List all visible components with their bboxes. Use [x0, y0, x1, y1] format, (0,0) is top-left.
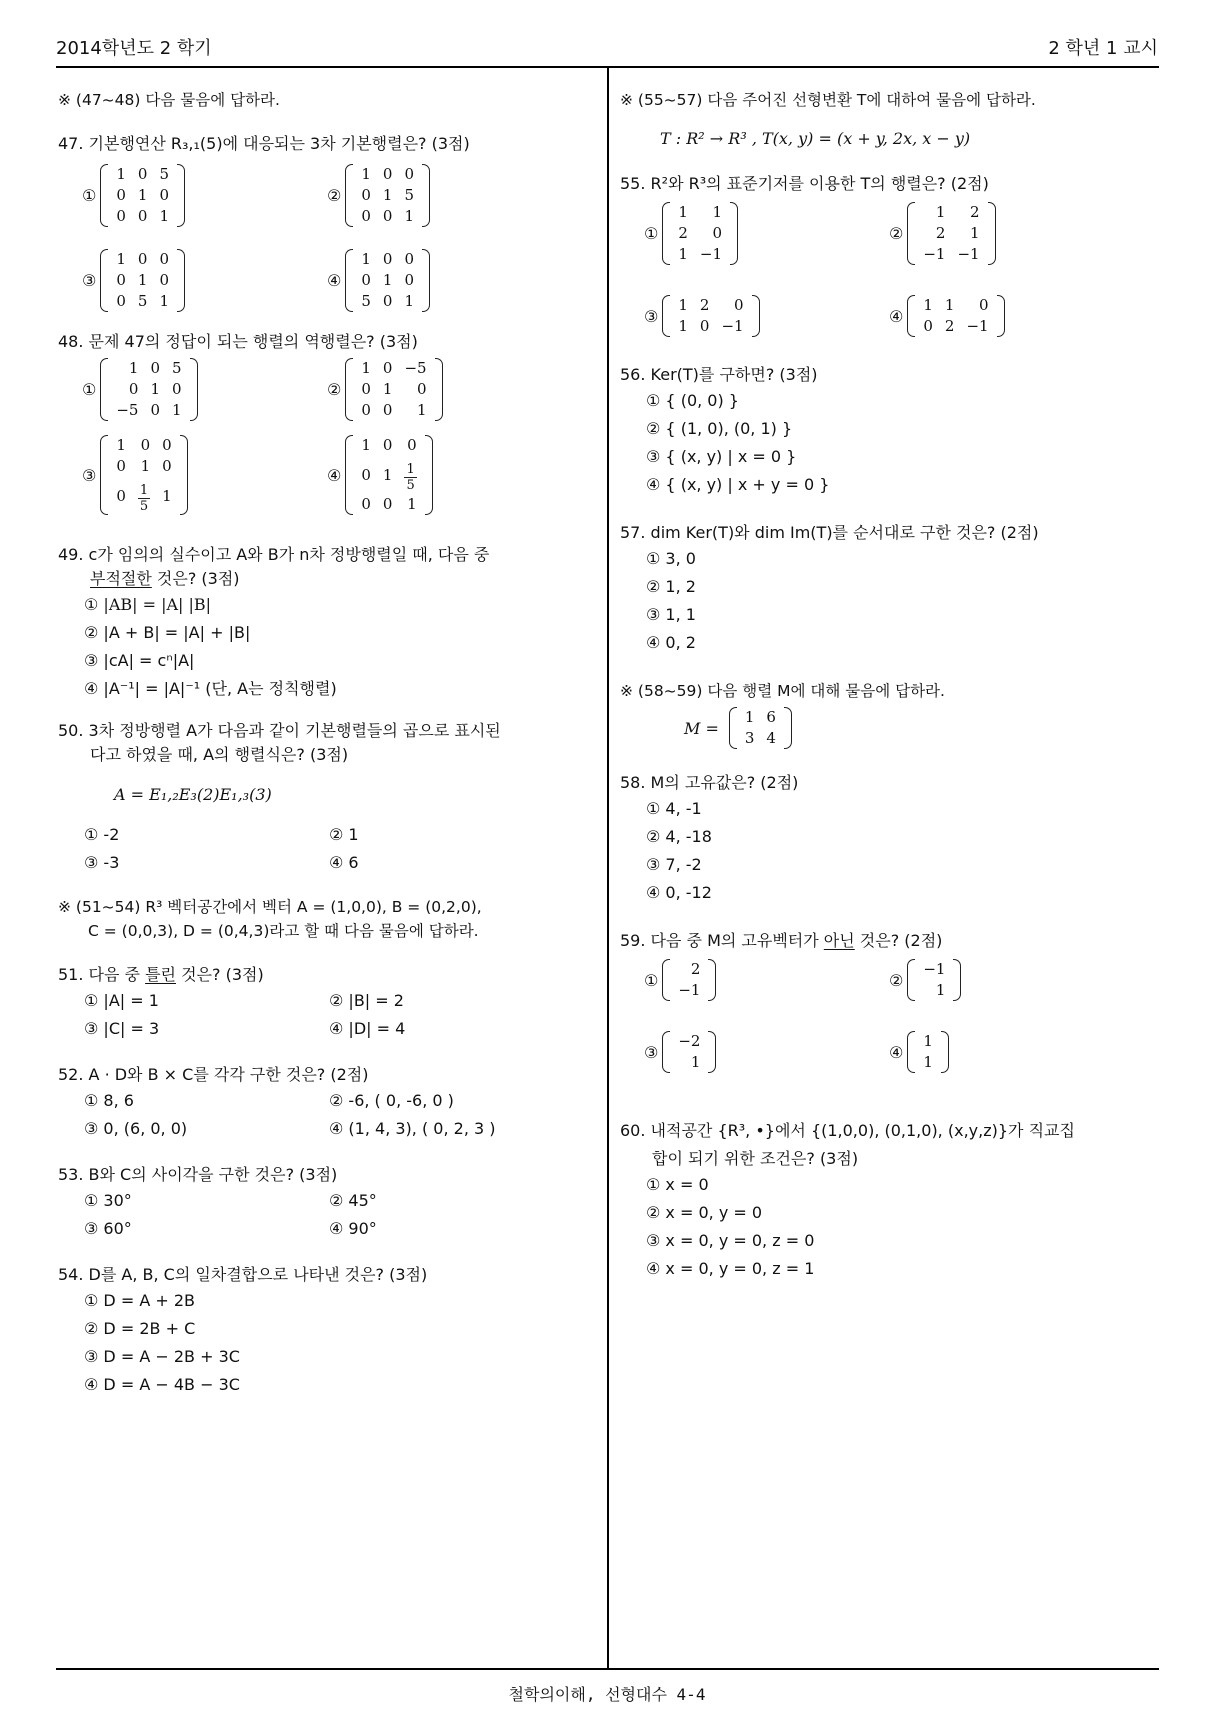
right-bracket: [180, 435, 188, 515]
matrix-entry: 1: [944, 296, 955, 314]
option[interactable]: ② 1: [329, 825, 359, 844]
question-51-title: [58, 963, 598, 987]
option[interactable]: ① |A| = 1: [84, 991, 159, 1010]
matrix-entry: 0: [159, 271, 169, 289]
matrix-entry: −5: [404, 359, 427, 377]
left-bracket: [100, 358, 108, 421]
left-bracket: [907, 202, 915, 265]
option[interactable]: ① { (0, 0) }: [646, 391, 739, 410]
option[interactable]: [82, 164, 327, 227]
option[interactable]: ④ 0, -12: [646, 883, 712, 902]
matrix-entry: 1: [744, 708, 755, 726]
instruction-51-54-line1: ※ (51~54) R³ 벡터공간에서 벡터 A = (1,0,0), B = (0,2,0),: [58, 898, 482, 916]
left-column: [58, 78, 598, 1399]
option[interactable]: ① 3, 0: [646, 549, 696, 568]
option-number: ④: [327, 271, 342, 290]
matrix-entry: 4: [766, 729, 776, 747]
option-number: ①: [82, 186, 97, 205]
question-52-title: 52. A · D와 B × C를 각각 구한 것은? (2점): [58, 1065, 369, 1084]
option[interactable]: ④ |D| = 4: [329, 1019, 406, 1038]
matrix-entry: 1: [137, 186, 148, 204]
question-51-title-post: 것은? (3점): [176, 965, 264, 984]
left-bracket: [662, 1031, 670, 1073]
matrix-entry: 1: [361, 165, 371, 183]
matrix-entry: 0: [699, 317, 710, 335]
matrix: [100, 358, 197, 421]
matrix: [345, 164, 430, 227]
transformation-formula: T : R² → R³ , T(x, y) = (x + y, 2x, x − y): [660, 129, 971, 148]
question-55: [620, 172, 1160, 337]
matrix-entry: 0: [116, 292, 126, 310]
matrix-entry: 1: [361, 250, 371, 268]
question-47-options: [58, 164, 598, 312]
matrix-entry: 0: [382, 250, 393, 268]
matrix-entry: 1: [923, 296, 933, 314]
left-bracket: [907, 295, 915, 337]
question-50-formula: A = E₁,₂E₃(2)E₁,₃(3): [114, 785, 272, 804]
question-59: [620, 929, 1160, 1073]
matrix: [662, 295, 759, 337]
option[interactable]: ③ { (x, y) | x = 0 }: [646, 447, 797, 466]
matrix-entry: 1: [678, 296, 688, 314]
matrix-M-label: M =: [684, 718, 719, 738]
matrix-entry: 0: [361, 465, 371, 484]
question-48-title: 48. 문제 47의 정답이 되는 행렬의 역행렬은? (3점): [58, 332, 418, 351]
option[interactable]: ④ x = 0, y = 0, z = 1: [646, 1259, 815, 1278]
matrix-entry: −1: [923, 245, 946, 263]
matrix: [100, 164, 185, 227]
matrix-entry: 2: [678, 224, 688, 242]
matrix-entry: 1: [404, 207, 414, 225]
matrix-entry: 0: [116, 186, 126, 204]
matrix-entry: 0: [979, 296, 989, 314]
matrix-entry: 1: [382, 380, 393, 398]
matrix-entry: 1: [116, 165, 126, 183]
option[interactable]: ④ |A⁻¹| = |A|⁻¹ (단, A는 정칙행렬): [84, 679, 337, 698]
option[interactable]: ② { (1, 0), (0, 1) }: [646, 419, 793, 438]
matrix-entry: 0: [150, 359, 161, 377]
option[interactable]: ③ -3: [84, 853, 120, 872]
option[interactable]: ③ 1, 1: [646, 605, 696, 624]
option[interactable]: ② 45°: [329, 1191, 377, 1210]
matrix-entry: 0: [382, 165, 393, 183]
right-bracket: [752, 295, 760, 337]
matrix-entry: 0: [137, 207, 148, 225]
matrix: [907, 295, 1004, 337]
left-bracket: [345, 249, 353, 312]
right-bracket: [730, 202, 738, 265]
matrix-entry: 0: [407, 436, 417, 454]
question-56: [620, 363, 1160, 499]
question-59-title-post: 것은? (2점): [854, 931, 943, 950]
matrix-entry: 0: [116, 486, 126, 505]
left-bracket: [907, 959, 915, 1001]
left-bracket: [662, 959, 670, 1001]
option-number: ②: [889, 970, 904, 990]
matrix-entry: 1: [935, 981, 946, 999]
option[interactable]: [644, 202, 889, 265]
option[interactable]: ② 1, 2: [646, 577, 696, 596]
question-53: [58, 1163, 598, 1243]
option-number: ③: [82, 465, 97, 485]
option[interactable]: ④ 6: [329, 853, 359, 872]
question-47-title: 47. 기본행연산 R₃,₁(5)에 대응되는 3차 기본행렬은? (3점): [58, 134, 470, 153]
option-number: ②: [327, 186, 342, 205]
matrix-entry: 0: [361, 271, 371, 289]
question-49-title-line1: 49. c가 임의의 실수이고 A와 B가 n차 정방행렬일 때, 다음 중: [58, 545, 490, 564]
question-51-title-pre: 51. 다음 중: [58, 965, 146, 984]
left-bracket: [100, 435, 108, 515]
matrix-entry: −1: [699, 245, 723, 263]
matrix-entry: 1: [407, 495, 417, 513]
matrix-entry: 0: [140, 436, 151, 454]
matrix-entry: 6: [766, 708, 776, 726]
option-number: ③: [82, 271, 97, 290]
matrix-entry: 1: [361, 359, 371, 377]
right-column: [620, 78, 1160, 1283]
left-bracket: [100, 249, 108, 312]
left-bracket: [662, 295, 670, 337]
header-grade-period: 2 학년 1 교시: [1048, 38, 1158, 59]
right-bracket: [422, 249, 430, 312]
matrix-entry: 0: [382, 207, 393, 225]
option[interactable]: ① |AB| = |A| |B|: [84, 595, 212, 614]
matrix-entry: 1: [712, 203, 723, 221]
option[interactable]: ① D = A + 2B: [84, 1291, 196, 1310]
matrix-entry: 1: [116, 436, 126, 454]
option-number: ②: [889, 224, 904, 243]
matrix: [729, 707, 792, 749]
matrix-entry: 1: [690, 1053, 701, 1071]
matrix-entry: −1: [721, 317, 744, 335]
option[interactable]: [82, 249, 327, 312]
matrix-entry: −1: [923, 960, 946, 978]
matrix-entry: 0: [923, 317, 933, 335]
matrix-entry: 0: [734, 296, 744, 314]
option[interactable]: ① 8, 6: [84, 1091, 134, 1110]
matrix: [907, 959, 961, 1001]
right-bracket: [435, 358, 443, 421]
right-bracket: [708, 1031, 716, 1073]
right-bracket: [425, 435, 433, 515]
option[interactable]: ④ 0, 2: [646, 633, 696, 652]
matrix-entry: 0: [116, 207, 126, 225]
footer-rule: [56, 1668, 1159, 1670]
question-49-title-line2: [58, 567, 598, 591]
question-56-title: 56. Ker(T)를 구하면? (3점): [620, 365, 818, 384]
matrix-entry: −5: [116, 401, 139, 419]
matrix-entry: $\frac{1}{5}$: [406, 461, 415, 493]
option[interactable]: [644, 1031, 889, 1073]
option[interactable]: ① x = 0: [646, 1175, 709, 1194]
matrix-entry: 2: [699, 296, 710, 314]
matrix-entry: 0: [159, 186, 169, 204]
question-57-title: 57. dim Ker(T)와 dim Im(T)를 순서대로 구한 것은? (2점): [620, 523, 1039, 542]
matrix-entry: 1: [935, 203, 946, 221]
option[interactable]: ② -6, ( 0, -6, 0 ): [329, 1091, 454, 1110]
left-bracket: [345, 164, 353, 227]
option[interactable]: ④ D = A − 4B − 3C: [84, 1375, 240, 1394]
matrix-entry: 0: [137, 165, 148, 183]
option[interactable]: ③ |cA| = cⁿ|A|: [84, 651, 195, 670]
matrix-entry: 0: [159, 250, 169, 268]
matrix-entry: 0: [162, 457, 172, 475]
option[interactable]: [644, 959, 889, 1001]
header-term: 2014학년도 2 학기: [56, 38, 212, 59]
matrix-entry: 1: [404, 292, 414, 310]
matrix: [662, 1031, 716, 1073]
underline-not: 아닌: [823, 931, 855, 950]
question-50-title-line1: 50. 3차 정방행렬 A가 다음과 같이 기본행렬들의 곱으로 표시된: [58, 721, 501, 740]
question-55-title: 55. R²와 R³의 표준기저를 이용한 T의 행렬은? (2점): [620, 174, 989, 193]
matrix: [345, 435, 432, 515]
question-58-title: 58. M의 고유값은? (2점): [620, 773, 799, 792]
matrix-entry: 0: [382, 359, 393, 377]
question-53-options: [58, 1187, 598, 1243]
matrix-entry: 5: [159, 165, 169, 183]
matrix-entry: 0: [361, 495, 371, 513]
option[interactable]: [327, 358, 572, 421]
question-54: [58, 1263, 598, 1399]
matrix-entry: −1: [678, 981, 701, 999]
matrix-entry: 0: [712, 224, 723, 242]
option-number: ④: [327, 465, 342, 485]
matrix-entry: 1: [678, 203, 688, 221]
option[interactable]: ④ { (x, y) | x + y = 0 }: [646, 475, 830, 494]
matrix-entry: 1: [382, 465, 393, 484]
option[interactable]: [327, 164, 572, 227]
option-number: ③: [644, 1042, 659, 1062]
option[interactable]: [82, 358, 327, 421]
question-49: [58, 543, 598, 703]
left-bracket: [729, 707, 737, 749]
right-bracket: [988, 202, 996, 265]
matrix: [907, 1031, 949, 1073]
matrix-entry: 2: [690, 960, 701, 978]
matrix-entry: 1: [116, 250, 126, 268]
matrix-entry: 1: [159, 292, 169, 310]
left-bracket: [345, 358, 353, 421]
matrix-entry: 1: [923, 1032, 933, 1050]
matrix-entry: 1: [159, 207, 169, 225]
option[interactable]: ③ 7, -2: [646, 855, 702, 874]
instruction-51-54-line2: C = (0,0,3), D = (0,4,3)라고 할 때 다음 물음에 답하라.: [88, 922, 479, 940]
question-50: [58, 719, 598, 877]
question-48-options: [58, 358, 598, 515]
matrix-entry: 2: [970, 203, 980, 221]
matrix-entry: 0: [137, 250, 148, 268]
right-bracket: [708, 959, 716, 1001]
matrix-entry: 0: [361, 380, 371, 398]
option-number: ④: [889, 306, 904, 326]
option[interactable]: ③ x = 0, y = 0, z = 0: [646, 1231, 815, 1250]
question-58: [620, 771, 1160, 907]
option[interactable]: ④ (1, 4, 3), ( 0, 2, 3 ): [329, 1119, 496, 1138]
left-bracket: [662, 202, 670, 265]
question-60-title-line2: 합이 되기 위한 조건은? (3점): [652, 1149, 859, 1168]
underline-wrong: 틀린: [145, 965, 176, 984]
matrix-entry: 0: [361, 207, 371, 225]
matrix-entry: 0: [116, 271, 126, 289]
matrix-entry: 1: [140, 457, 151, 475]
question-57: [620, 521, 1160, 657]
right-bracket: [177, 249, 185, 312]
option[interactable]: ③ D = A − 2B + 3C: [84, 1347, 240, 1366]
option[interactable]: ④ 90°: [329, 1219, 377, 1238]
matrix-entry: 1: [162, 486, 172, 505]
left-bracket: [907, 1031, 915, 1073]
matrix: [907, 202, 995, 265]
question-52-options: [58, 1087, 598, 1143]
option-number: ③: [644, 306, 659, 326]
right-bracket: [190, 358, 198, 421]
matrix-entry: 0: [382, 495, 393, 513]
matrix-entry: 1: [678, 245, 688, 263]
matrix-entry: −1: [957, 245, 980, 263]
matrix-entry: 0: [404, 271, 414, 289]
option-number: ②: [327, 380, 342, 399]
matrix-entry: 0: [116, 457, 126, 475]
matrix-entry: 2: [935, 224, 946, 242]
option[interactable]: ① -2: [84, 825, 120, 844]
question-59-title-pre: 59. 다음 중 M의 고유벡터가: [620, 931, 824, 950]
option[interactable]: [327, 435, 572, 515]
matrix-entry: 0: [417, 380, 427, 398]
matrix-entry: 1: [417, 401, 427, 419]
matrix-entry: 0: [404, 165, 414, 183]
underline-inappropriate: 부적절한: [90, 569, 152, 588]
matrix-M-definition: [620, 707, 1160, 749]
right-bracket: [784, 707, 792, 749]
matrix: [662, 202, 738, 265]
question-49-title-rest: 것은? (3점): [151, 569, 240, 588]
option[interactable]: ② D = 2B + C: [84, 1319, 196, 1338]
matrix: [100, 435, 187, 515]
matrix-entry: 0: [382, 401, 393, 419]
matrix-entry: 5: [361, 292, 371, 310]
matrix-entry: 0: [150, 401, 161, 419]
instruction-58-59-text: ※ (58~59) 다음 행렬 M에 대해 물음에 답하라.: [620, 682, 945, 700]
question-47: [58, 132, 598, 312]
matrix-entry: −1: [966, 317, 989, 335]
matrix-entry: 1: [128, 359, 139, 377]
matrix-entry: $\frac{1}{5}$: [139, 482, 149, 514]
left-bracket: [345, 435, 353, 515]
right-bracket: [941, 1031, 949, 1073]
option-number: ①: [644, 224, 659, 243]
matrix: [100, 249, 185, 312]
matrix-entry: 1: [678, 317, 688, 335]
matrix-entry: 5: [137, 292, 148, 310]
question-51: [58, 963, 598, 1043]
option[interactable]: ① 4, -1: [646, 799, 702, 818]
matrix: [345, 249, 430, 312]
question-50-options: [58, 821, 598, 877]
option[interactable]: [889, 1031, 1134, 1073]
question-51-options: [58, 987, 598, 1043]
question-53-title: 53. B와 C의 사이각을 구한 것은? (3점): [58, 1165, 338, 1184]
left-bracket: [100, 164, 108, 227]
option[interactable]: [889, 295, 1134, 337]
option-number: ①: [82, 380, 97, 399]
matrix-entry: 0: [382, 436, 393, 454]
question-59-title: [620, 929, 1160, 953]
option[interactable]: ③ 60°: [84, 1219, 132, 1238]
option-number: ④: [889, 1042, 904, 1062]
option-number: ①: [644, 970, 659, 990]
option[interactable]: [327, 249, 572, 312]
footer-course-page: 철학의이해, 선형대수 4-4: [508, 1685, 706, 1704]
question-60: [620, 1119, 1160, 1283]
matrix-entry: 0: [382, 292, 393, 310]
matrix-entry: 5: [404, 186, 414, 204]
matrix-entry: 1: [970, 224, 980, 242]
question-54-title: 54. D를 A, B, C의 일차결합으로 나타낸 것은? (3점): [58, 1265, 428, 1284]
matrix: [662, 959, 716, 1001]
instruction-51-54: [58, 895, 598, 943]
option[interactable]: ③ 0, (6, 0, 0): [84, 1119, 188, 1138]
matrix-entry: 1: [172, 401, 182, 419]
matrix-entry: 1: [150, 380, 161, 398]
matrix-entry: 0: [361, 186, 371, 204]
instruction-55-57: ※ (55~57) 다음 주어진 선형변환 T에 대하여 물음에 답하라.: [620, 91, 1036, 109]
option[interactable]: ② x = 0, y = 0: [646, 1203, 763, 1222]
matrix-entry: 1: [361, 436, 371, 454]
right-bracket: [422, 164, 430, 227]
matrix-entry: 0: [128, 380, 139, 398]
instruction-58-59: [620, 679, 1160, 749]
option[interactable]: [889, 959, 1134, 1001]
right-bracket: [997, 295, 1005, 337]
option[interactable]: ② 4, -18: [646, 827, 712, 846]
matrix: [345, 358, 442, 421]
question-50-title-line2: 다고 하였을 때, A의 행렬식은? (3점): [90, 745, 349, 764]
option[interactable]: [82, 435, 327, 515]
option[interactable]: ② |A + B| = |A| + |B|: [84, 623, 251, 642]
matrix-entry: 0: [404, 250, 414, 268]
matrix-entry: 0: [172, 380, 182, 398]
option[interactable]: ① 30°: [84, 1191, 132, 1210]
matrix-M: [729, 707, 792, 749]
question-48: [58, 330, 598, 515]
matrix-entry: 0: [162, 436, 172, 454]
question-52: [58, 1063, 598, 1143]
matrix-entry: 1: [923, 1053, 933, 1071]
matrix-entry: 2: [944, 317, 955, 335]
matrix-entry: 1: [137, 271, 148, 289]
right-bracket: [177, 164, 185, 227]
option[interactable]: [644, 295, 889, 337]
matrix-entry: 1: [382, 186, 393, 204]
instruction-47-48: ※ (47~48) 다음 물음에 답하라.: [58, 91, 280, 109]
matrix-entry: −2: [678, 1032, 701, 1050]
matrix-entry: 5: [172, 359, 182, 377]
option[interactable]: ② |B| = 2: [329, 991, 404, 1010]
question-55-options: [620, 202, 1160, 337]
right-bracket: [953, 959, 961, 1001]
option[interactable]: ③ |C| = 3: [84, 1019, 160, 1038]
matrix-entry: 0: [361, 401, 371, 419]
question-60-title-line1: 60. 내적공간 {R³, •}에서 {(1,0,0), (0,1,0), (x,y,z)}가 직교집: [620, 1121, 1075, 1140]
matrix-entry: 1: [382, 271, 393, 289]
option[interactable]: [889, 202, 1134, 265]
matrix-entry: 3: [744, 729, 755, 747]
column-divider: [607, 68, 609, 1668]
question-59-options: [620, 959, 1160, 1073]
